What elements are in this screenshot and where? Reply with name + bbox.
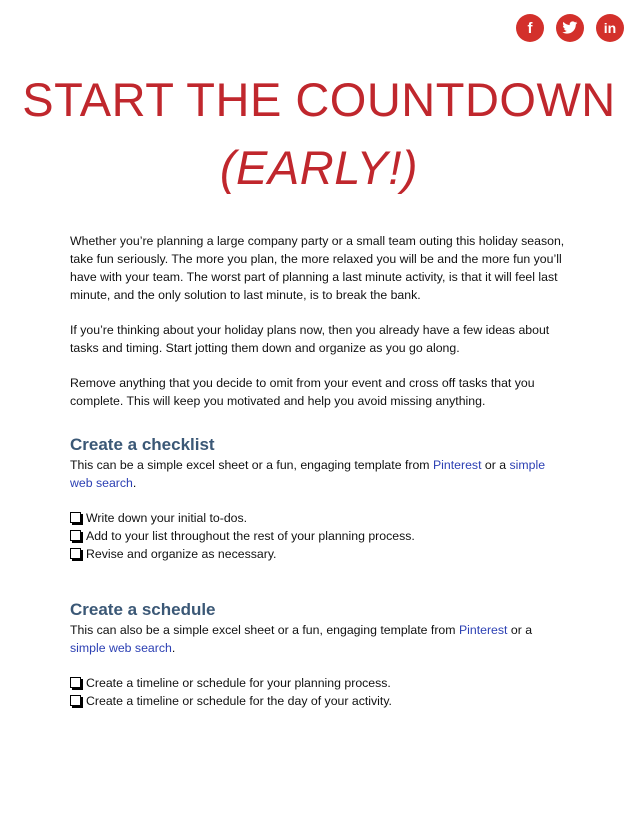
linkedin-icon[interactable] <box>596 14 624 42</box>
schedule-heading: Create a schedule <box>70 600 216 619</box>
list-item-text: Revise and organize as necessary. <box>86 547 277 561</box>
schedule-text-before: This can also be a simple excel sheet or a fun, engaging template from <box>70 623 459 637</box>
schedule-description <box>70 621 570 657</box>
facebook-icon[interactable] <box>516 14 544 42</box>
pinterest-link[interactable]: Pinterest <box>458 623 508 637</box>
linkedin-glyph: in <box>603 20 617 36</box>
checklist-heading: Create a checklist <box>70 435 215 454</box>
list-item <box>70 692 570 710</box>
list-item <box>70 509 570 527</box>
checkbox-icon[interactable] <box>70 548 81 559</box>
list-item <box>70 545 570 563</box>
content-body <box>70 232 570 710</box>
intro-paragraph-3: Remove anything that you decide to omit from your event and cross off tasks that you complete. This will keep you motivated and help you avoid missing anything. <box>70 376 535 408</box>
schedule-text-middle: or a <box>507 623 533 637</box>
checklist-description <box>70 456 570 492</box>
intro-paragraph-1: Whether you’re planning a large company party or a small team outing this holiday season, take fun seriously. The more you plan, the more relaxed you will be and the more fun you’ll have with your team. The worst part of planning a last minute activity, is that it will feel last minute, and the only solution to last minute, is to break the bank. <box>70 234 565 302</box>
checkbox-icon[interactable] <box>70 530 81 541</box>
list-item-text: Create a timeline or schedule for the day of your activity. <box>86 694 392 708</box>
checkbox-icon[interactable] <box>70 512 81 523</box>
list-item-text: Write down your initial to-dos. <box>86 511 248 525</box>
schedule-text-after: . <box>171 641 176 655</box>
list-item-text: Create a timeline or schedule for your planning process. <box>86 676 391 690</box>
twitter-bird-icon <box>562 21 578 35</box>
intro-paragraph-2: If you’re thinking about your holiday plans now, then you already have a few ideas about tasks and timing. Start jotting them down and organize as you go along. <box>70 323 550 355</box>
checkbox-icon[interactable] <box>70 695 81 706</box>
checklist-items <box>70 509 570 563</box>
list-item <box>70 674 570 692</box>
checklist-text-middle: or a <box>481 458 510 472</box>
web-search-link[interactable]: simple web search <box>70 641 172 655</box>
facebook-glyph: f <box>527 19 533 37</box>
page-subtitle: (EARLY!) <box>219 141 419 194</box>
twitter-icon[interactable] <box>556 14 584 42</box>
web-search-link[interactable]: simple web search <box>70 458 546 490</box>
list-item-text: Add to your list throughout the rest of your planning process. <box>86 529 415 543</box>
social-icons <box>516 14 624 42</box>
checklist-text-before: This can be a simple excel sheet or a fun, engaging template from <box>70 458 433 472</box>
list-item <box>70 527 570 545</box>
pinterest-link[interactable]: Pinterest <box>432 458 482 472</box>
checkbox-icon[interactable] <box>70 677 81 688</box>
schedule-items <box>70 674 570 710</box>
page-title: START THE COUNTDOWN <box>22 73 616 126</box>
checklist-text-after: . <box>132 476 137 490</box>
